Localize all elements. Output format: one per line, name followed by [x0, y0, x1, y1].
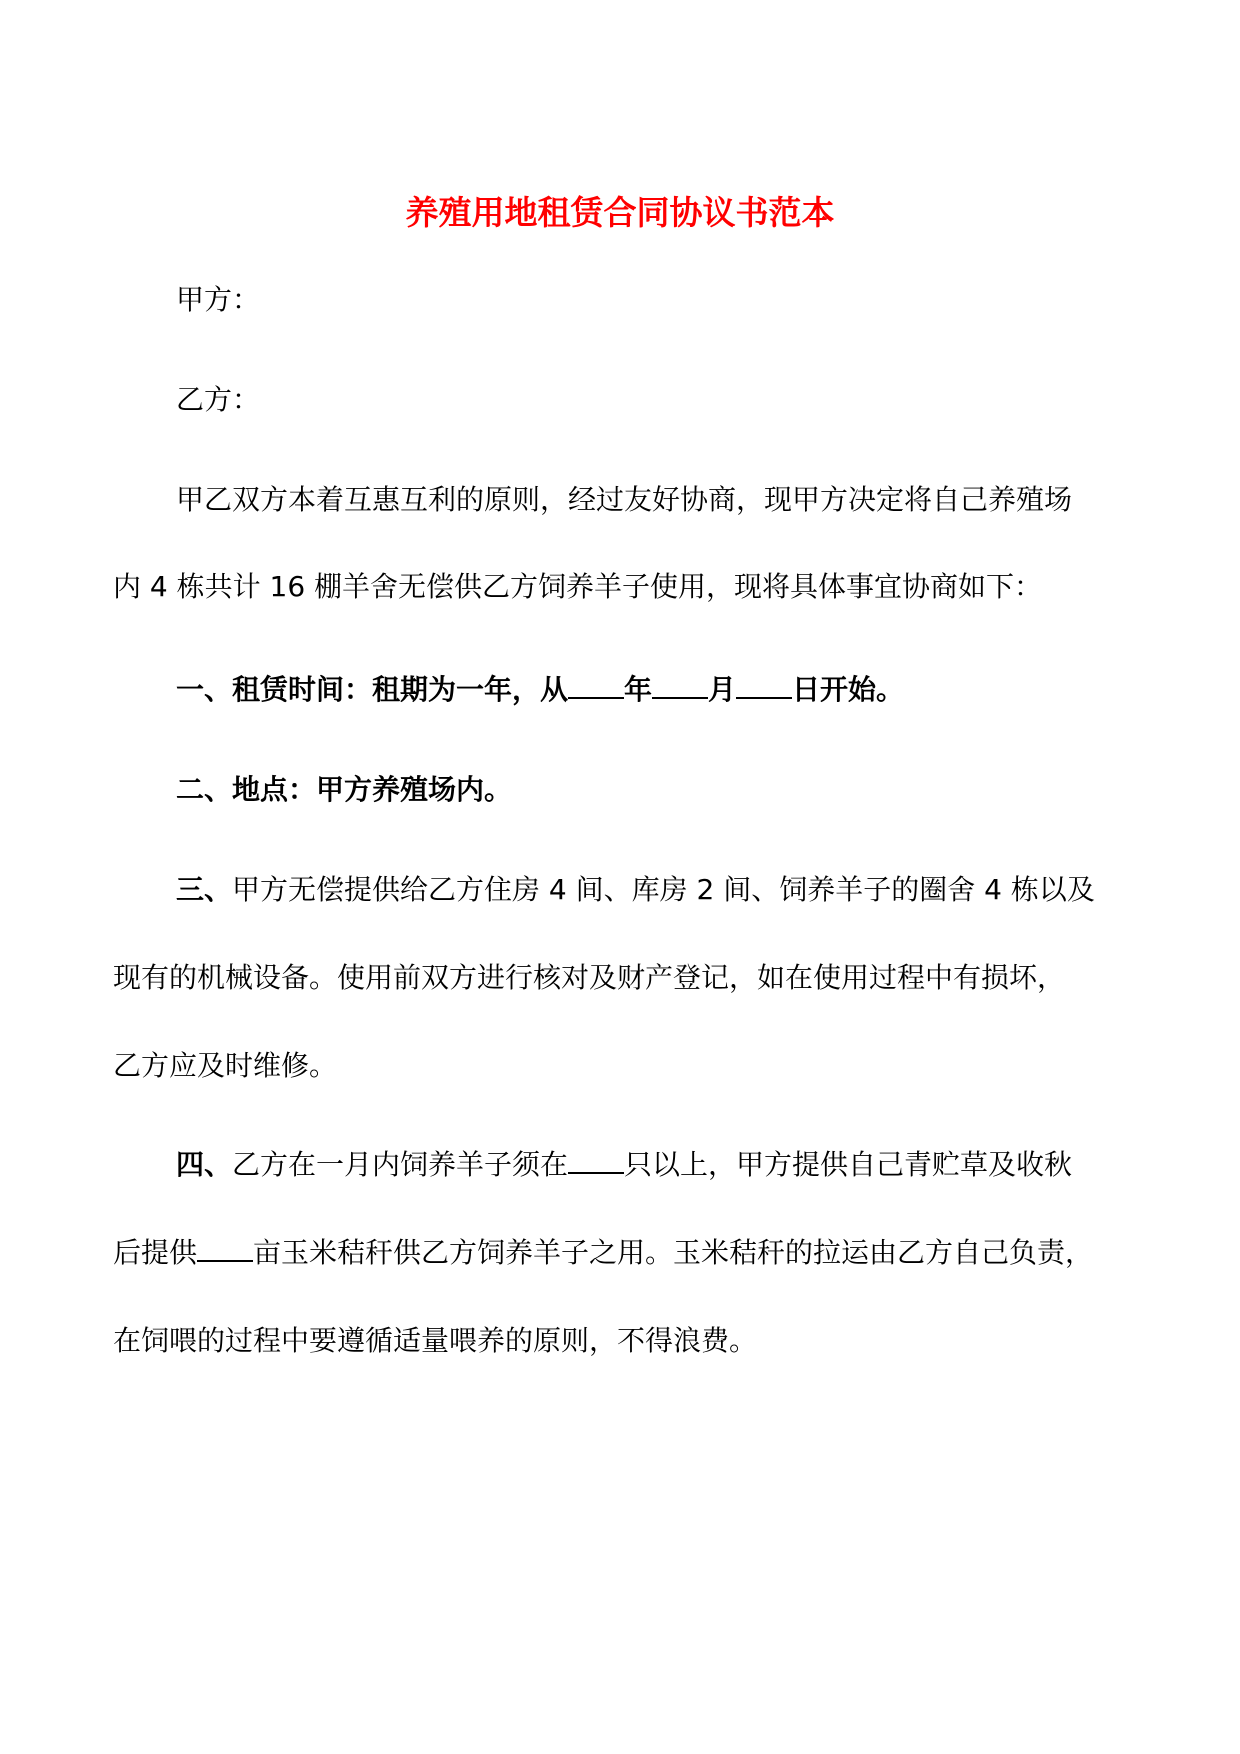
document-title: 养殖用地租赁合同协议书范本 [405, 193, 835, 232]
clause-1-text-c: 月 [708, 673, 737, 706]
clause-2: 二、地点：甲方养殖场内。 [176, 773, 513, 806]
clause-3-line-3: 乙方应及时维修。 [113, 1049, 338, 1082]
clause-1-text-a: 一、租赁时间：租期为一年，从 [176, 673, 569, 706]
clause-4-line-1 [176, 1145, 1196, 1185]
clause-3-heading: 三、 [176, 873, 233, 906]
party-a-label: 甲方： [176, 283, 261, 316]
clause-4-text-2a: 后提供 [113, 1236, 198, 1269]
party-b-label: 乙方： [176, 383, 261, 416]
acre-count-blank [197, 1238, 253, 1262]
clause-3-text-1: 甲方无偿提供给乙方住房 4 间、库房 2 间、饲养羊子的圈舍 4 栋以及 [232, 873, 1095, 906]
month-blank [652, 675, 708, 699]
clause-4-line-2 [113, 1233, 1133, 1273]
clause-1-text-b: 年 [624, 673, 653, 706]
day-blank [736, 675, 792, 699]
intro-line-1: 甲乙双方本着互惠互利的原则，经过友好协商，现甲方决定将自己养殖场 [176, 483, 1073, 516]
clause-4-text-2b: 亩玉米秸秆供乙方饲养羊子之用。玉米秸秆的拉运由乙方自己负责， [253, 1236, 1094, 1269]
clause-3-line-2: 现有的机械设备。使用前双方进行核对及财产登记，如在使用过程中有损坏， [113, 961, 1066, 994]
clause-1-text-d: 日开始。 [792, 673, 905, 706]
clause-3-line-1 [176, 870, 1196, 910]
clause-4-heading: 四、 [176, 1148, 233, 1181]
intro-line-2: 内 4 栋共计 16 棚羊舍无偿供乙方饲养羊子使用，现将具体事宜协商如下： [113, 570, 1043, 603]
clause-4-text-1a: 乙方在一月内饲养羊子须在 [232, 1148, 569, 1181]
clause-4-text-1b: 只以上，甲方提供自己青贮草及收秋 [624, 1148, 1073, 1181]
clause-1 [176, 670, 1196, 710]
year-blank [568, 675, 624, 699]
sheep-count-blank [568, 1150, 624, 1174]
clause-4-line-3: 在饲喂的过程中要遵循适量喂养的原则，不得浪费。 [113, 1324, 758, 1357]
